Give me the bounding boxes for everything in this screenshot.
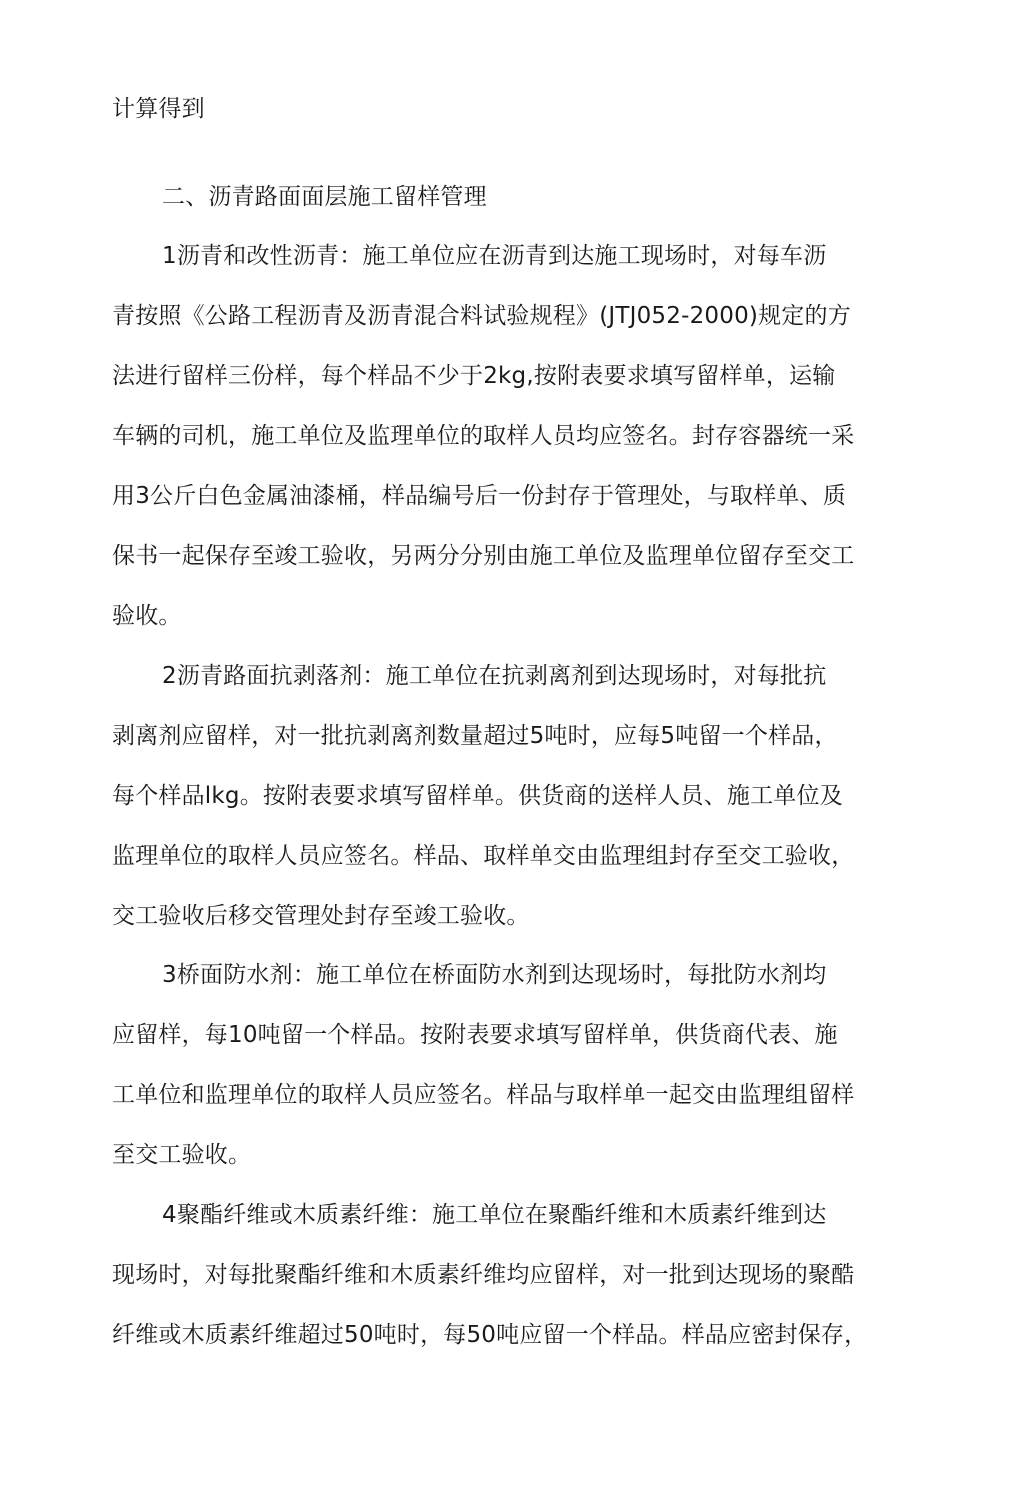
paragraph-1-line-7: 验收。: [112, 603, 182, 629]
paragraph-3-line-4: 至交工验收。: [112, 1142, 252, 1168]
paragraph-3-line-2: 应留样，每10吨留一个样品。按附表要求填写留样单，供货商代表、施: [112, 1022, 838, 1048]
paragraph-2-line-1: 2沥青路面抗剥落剂：施工单位在抗剥离剂到达现场时，对每批抗: [162, 663, 827, 689]
paragraph-4-line-1: 4聚酯纤维或木质素纤维：施工单位在聚酯纤维和木质素纤维到达: [162, 1202, 827, 1228]
paragraph-2-line-3: 每个样品lkg。按附表要求填写留样单。供货商的送样人员、施工单位及: [112, 783, 843, 809]
paragraph-1-line-1: 1沥青和改性沥青：施工单位应在沥青到达施工现场时，对每车沥: [162, 243, 827, 269]
paragraph-1-line-2: 青按照《公路工程沥青及沥青混合料试验规程》(JTJ052-2000)规定的方: [112, 303, 851, 329]
paragraph-1-line-6: 保书一起保存至竣工验收，另两分分别由施工单位及监理单位留存至交工: [112, 543, 855, 569]
paragraph-1-line-4: 车辆的司机，施工单位及监理单位的取样人员均应签名。封存容器统一采: [112, 423, 855, 449]
paragraph-2-line-2: 剥离剂应留样，对一批抗剥离剂数量超过5吨时，应每5吨留一个样品，: [112, 723, 838, 749]
paragraph-2-line-5: 交工验收后移交管理处封存至竣工验收。: [112, 903, 530, 929]
paragraph-1-line-5: 用3公斤白色金属油漆桶，样品编号后一份封存于管理处，与取样单、质: [112, 483, 847, 509]
text-line-continuation: 计算得到: [112, 96, 205, 122]
paragraph-3-line-1: 3桥面防水剂：施工单位在桥面防水剂到达现场时，每批防水剂均: [162, 962, 827, 988]
paragraph-2-line-4: 监理单位的取样人员应签名。样品、取样单交由监理组封存至交工验收，: [112, 843, 855, 869]
paragraph-3-line-3: 工单位和监理单位的取样人员应签名。样品与取样单一起交由监理组留样: [112, 1082, 855, 1108]
paragraph-4-line-2: 现场时，对每批聚酯纤维和木质素纤维均应留样，对一批到达现场的聚酷: [112, 1262, 855, 1288]
section-heading: 二、沥青路面面层施工留样管理: [162, 184, 487, 210]
paragraph-4-line-3: 纤维或木质素纤维超过50吨时，每50吨应留一个样品。样品应密封保存，: [112, 1322, 868, 1348]
paragraph-1-line-3: 法进行留样三份样，每个样品不少于2kg,按附表要求填写留样单，运输: [112, 363, 836, 389]
